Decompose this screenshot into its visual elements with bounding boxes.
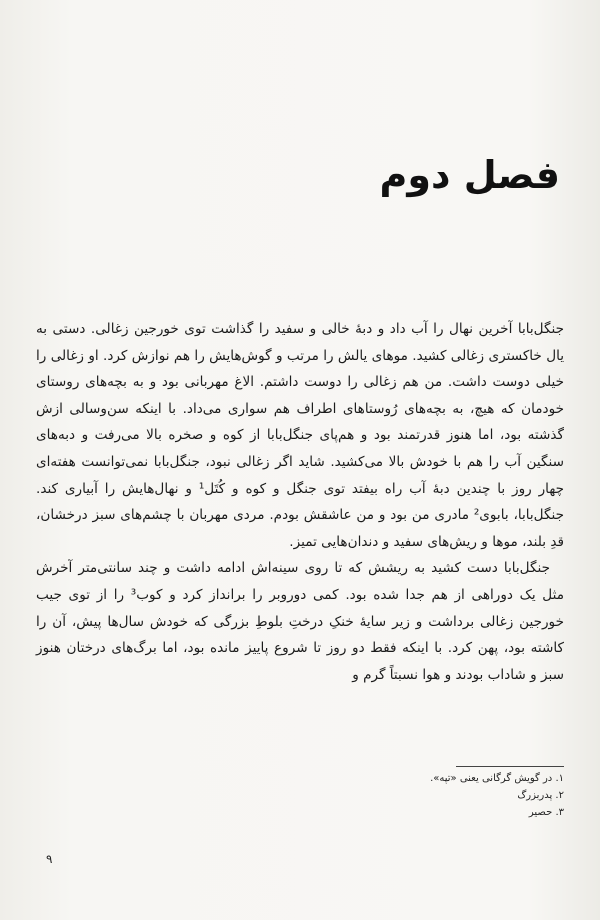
footnote-3: ۳. حصیر <box>528 807 564 818</box>
footnote-2: ۲. پدربزرگ <box>517 790 564 801</box>
paragraph-2: جنگل‌بابا دست کشید به ریشش که تا روی سینه‌اش ادامه داشت و چند سانتی‌متر آخرش مثل یک دوراهی از هم جدا شده بود. کمی دوروبر را برانداز کرد و کوب³ را از توی جیب خورجین زغالی برداشت و زیر سایهٔ خنکِ درختِ بلوطِ بزرگی که خودش سال‌ها پیش، آن را کاشته بود، پهن کرد. با اینکه فقط دو روز تا شروع پاییز مانده بود، اما برگ‌های درختان هنوز سبز و شاداب بودند و هوا نسبتاً گرم و <box>36 560 564 683</box>
footnotes <box>264 770 564 821</box>
body-text <box>36 316 564 688</box>
footnote-1: ۱. در گویش گرگانی یعنی «تپه». <box>430 773 564 784</box>
chapter-title: فصل دوم <box>379 153 560 197</box>
page-number: ۹ <box>46 852 53 866</box>
paragraph-1: جنگل‌بابا آخرین نهال را آب داد و دبهٔ خالی و سفید را گذاشت توی خورجین زغالی. دستی به یال خاکستری زغالی کشید. موهای یالش را مرتب و گوش‌هایش را هم نوازش کرد. او زغالی را خیلی دوست داشت. من هم زغالی را دوست داشتم. الاغ مهربانی بود و به بچه‌های روستای خودمان که هیچ، به بچه‌های رُوستاهای اطراف هم سواری می‌داد. با اینکه سن‌وسالی ازش گذشته بود، اما هنوز قدرتمند بود و هم‌پای جنگل‌بابا از کوه و صخره بالا می‌رفت و دبه‌های سنگین آب را هم با خودش بالا می‌کشید. شاید اگر زغالی نبود، جنگل‌بابا نمی‌توانست هفته‌ای چهار روز با چندین دبهٔ آب راه بیفتد توی جنگل و کوه و کُتَل¹ و نهال‌هایش را آبیاری کند. جنگل‌بابا، بابوی² مادری من بود و من عاشقش بودم. مردی مهربان با چشم‌های سبز درخشان، قدِ بلند، موها و ریش‌های سفید و دندان‌هایی تمیز. <box>36 321 564 550</box>
footnote-divider <box>456 766 564 767</box>
